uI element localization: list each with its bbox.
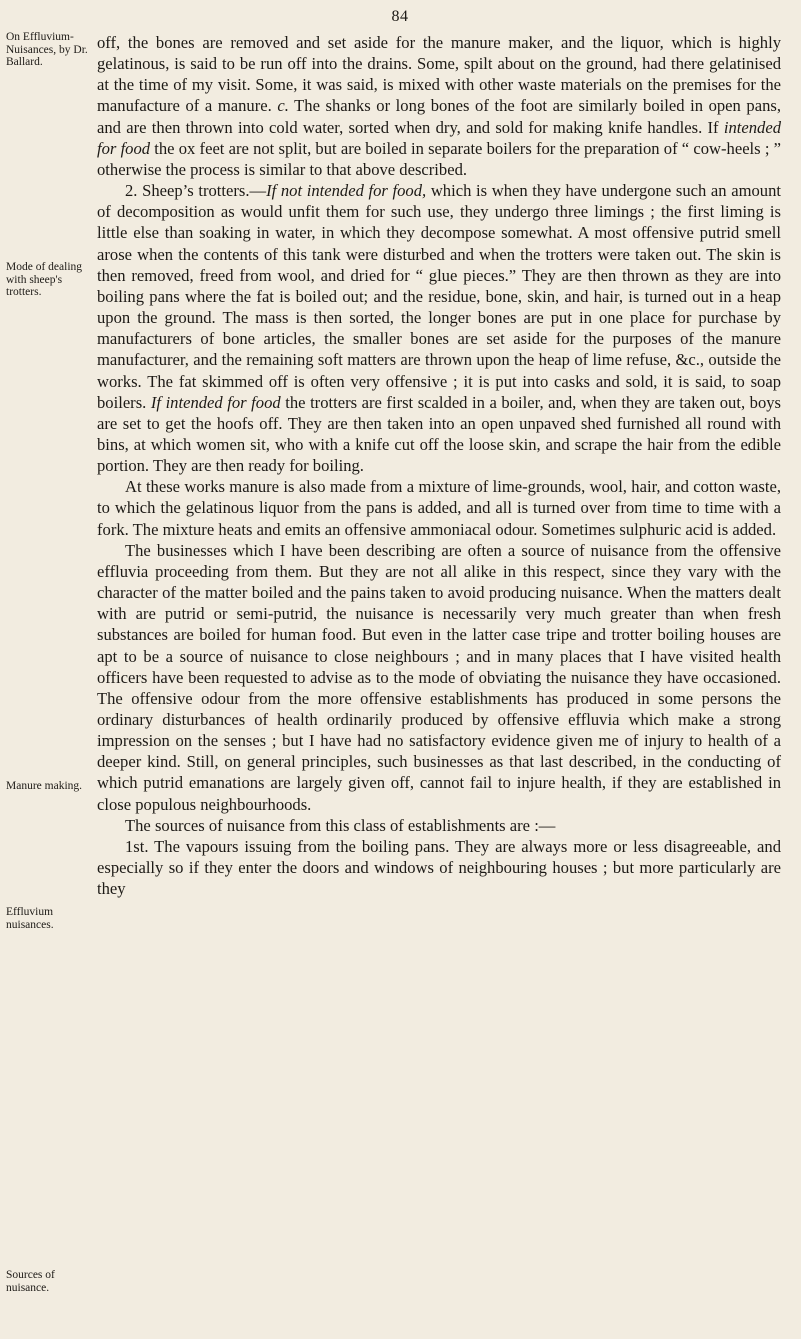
italic-text: If intended for food bbox=[150, 392, 281, 412]
margin-note-effluvium-header: On Effluvium-Nuisances, by Dr. Ballard. bbox=[6, 31, 88, 68]
paragraph bbox=[97, 836, 781, 899]
paragraph bbox=[97, 32, 781, 180]
margin-note-effluvium-nuisances: Effluvium nuisances. bbox=[6, 906, 54, 931]
margin-note-manure-making: Manure making. bbox=[6, 780, 83, 792]
paragraph bbox=[97, 815, 781, 836]
text-run: The sources of nuisance from this class of establishments are :— bbox=[125, 815, 556, 835]
italic-text: c. bbox=[277, 96, 289, 116]
text-run: The businesses which I have been describing are often a source of nuisance from the offensive effluvia proceeding from them. But they are not all alike in this respect, since they vary with the character of the matter boiled and the pains taken to avoid producing nuisance. When the matters dealt with are putrid or semi-putrid, the nuisance is necessarily very much greater than when fresh substances are boiled for human food. But even in the latter case tripe and trotter boiling houses are apt to be a source of nuisance to close neighbours ; and in many places that I have visited health officers have been requested to advise as to the mode of obviating the nuisance they have occasioned. The offensive odour from the more offensive establishments has produced in some persons the ordinary disturbances of health ordinarily produced by offensive effluvia which make a strong impression on the senses ; but I have had no satisfactory evidence given me of injury to health of a deeper kind. Still, on general principles, such businesses as that last described, in the conducting of which putrid emanations are largely given off, cannot fail to injure health, if they are established in close populous neighbourhoods. bbox=[97, 540, 781, 814]
italic-text: intended for food bbox=[97, 117, 781, 158]
text-run: which is when they have undergone such an amount of decomposition as would unfit them for such use, they undergo three limings ; the first liming is little else than soaking in water, in which they decompose somewhat. A most offensive putrid smell arose when the contents of this tank were disturbed and when the trotters were taken out. The skin is then removed, freed from wool, and dried for “ glue pieces.” They are then thrown as they are into boiling pans where the fat is boiled out; and the residue, bone, skin, and hair, is turned out in a heap upon the ground. The mass is then sorted, the longer bones are put in one place for purchase by manufacturers of bone articles, the smaller bones are set aside for the purposes of the manure manufacturer, and the remaining soft matters are thrown upon the heap of lime refuse, &c., outside the works. The fat skimmed off is often very offensive ; it is put into casks and sold, it is said, to soap boilers. bbox=[97, 181, 781, 412]
text-run: off, the bones are removed and set aside for the manure maker, and the liquor, which is highly gelatinous, is said to be run off into the drains. Some, spilt about on the ground, had there gelatinised at the time of my visit. Some, it was said, is mixed with other waste materials on the premises for the manufacture of a manure. bbox=[97, 33, 781, 116]
page-number: 84 bbox=[391, 8, 409, 25]
margin-note-sheeps-trotters: Mode of dealing with sheep's trotters. bbox=[6, 261, 83, 298]
body-text bbox=[97, 32, 781, 899]
text-run: 2. Sheep’s trotters.— bbox=[125, 181, 267, 201]
text-run: the trotters are first scalded in a boiler, and, when they are taken out, boys are set to get the hoofs off. They are then taken into an open unpaved shed furnished all round with bins, at which women sit, who with a knife cut off the loose skin, and scrape the hair from the edible portion. They are then ready for boiling. bbox=[97, 392, 781, 476]
text-run: At these works manure is also made from a mixture of lime-grounds, wool, hair, and cotton waste, to which the gelatinous liquor from the pans is added, and all is turned over from time to time with a fork. The mixture heats and emits an offensive ammoniacal odour. Sometimes sulphuric acid is added. bbox=[97, 477, 781, 539]
italic-text: If not intended for food, bbox=[266, 181, 427, 201]
paragraph bbox=[97, 540, 781, 815]
text-run: the ox feet are not split, but are boiled in separate boilers for the preparation of “ cow-heels ; ” otherwise the process is similar to that above described. bbox=[97, 138, 782, 179]
text-run: 1st. The vapours issuing from the boiling pans. They are always more or less disagreeable, and especially so if they enter the doors and windows of neighbouring houses ; but more particularly are they bbox=[97, 836, 781, 899]
margin-note-sources-of-nuisance: Sources of nuisance. bbox=[6, 1269, 55, 1294]
paragraph bbox=[97, 180, 781, 476]
paragraph bbox=[97, 476, 781, 539]
text-run: The shanks or long bones of the foot are similarly boiled in open pans, and are then thrown into cold water, sorted when dry, and sold for making knife handles. If bbox=[97, 96, 781, 137]
